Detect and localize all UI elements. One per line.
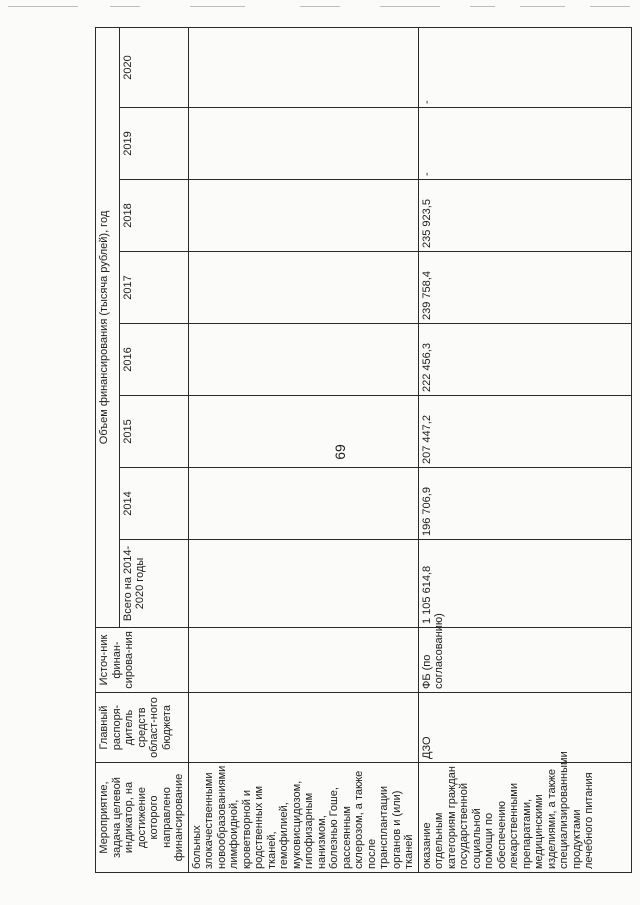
header-year-2014: 2014 (119, 468, 188, 540)
row1-value-2014 (188, 468, 418, 540)
header-year-2018: 2018 (119, 180, 188, 252)
table-row (188, 27, 418, 872)
header-source: Источ-ник финан-сирова-ния (96, 628, 189, 693)
row1-value-2017 (188, 252, 418, 324)
row1-value-2016 (188, 324, 418, 396)
header-year-2019: 2019 (119, 108, 188, 180)
row2-value-2019: - (418, 108, 632, 180)
rotated-table-wrapper (95, 28, 632, 873)
row1-total (188, 540, 418, 628)
header-manager: Главный распоря-дитель средств област-ного бюджета (96, 693, 189, 763)
row2-total: 1 105 614,8 (418, 540, 632, 628)
header-year-2015: 2015 (119, 396, 188, 468)
row1-manager (188, 693, 418, 763)
row2-source: ФБ (по согласованию) (418, 628, 632, 693)
row1-value-2019 (188, 108, 418, 180)
row1-measure: больных злокачественными новообразованиями лимфоидной, кроветворной и родственных им тканей, гемофилией, муковисцидозом, гипофизарным нанизмом, болезнью Гоше, рассеянным склерозом, а также после трансплантации органов и (или) тканей (188, 763, 418, 873)
row2-measure: оказание отдельным категориям граждан государственной социальной помощи по обеспечению лекарственными препаратами, медицинскими изделиями, а также специализированными продуктами лечебного питания (418, 763, 632, 873)
page-number: 69 (332, 444, 348, 460)
row2-manager: ДЗО (418, 693, 632, 763)
row2-value-2018: 235 923,5 (418, 180, 632, 252)
scan-edge-marks (0, 6, 640, 10)
row1-value-2015 (188, 396, 418, 468)
header-year-2020: 2020 (119, 27, 188, 107)
table-row (418, 27, 632, 872)
header-volume-group: Объем финансирования (тысяча рублей), год (96, 27, 120, 627)
header-total: Всего на 2014-2020 годы (119, 540, 188, 628)
row1-source (188, 628, 418, 693)
row2-value-2016: 222 456,3 (418, 324, 632, 396)
row2-value-2015: 207 447,2 (418, 396, 632, 468)
header-row-1 (96, 27, 120, 872)
header-measure: Мероприятие, задача целевой индикатор, на достижение которого направлено финансирование (96, 763, 189, 873)
financing-table (95, 27, 632, 873)
header-year-2017: 2017 (119, 252, 188, 324)
row2-value-2014: 196 706,9 (418, 468, 632, 540)
row1-value-2020 (188, 27, 418, 107)
row2-value-2020: - (418, 27, 632, 107)
row1-value-2018 (188, 180, 418, 252)
header-year-2016: 2016 (119, 324, 188, 396)
row2-value-2017: 239 758,4 (418, 252, 632, 324)
